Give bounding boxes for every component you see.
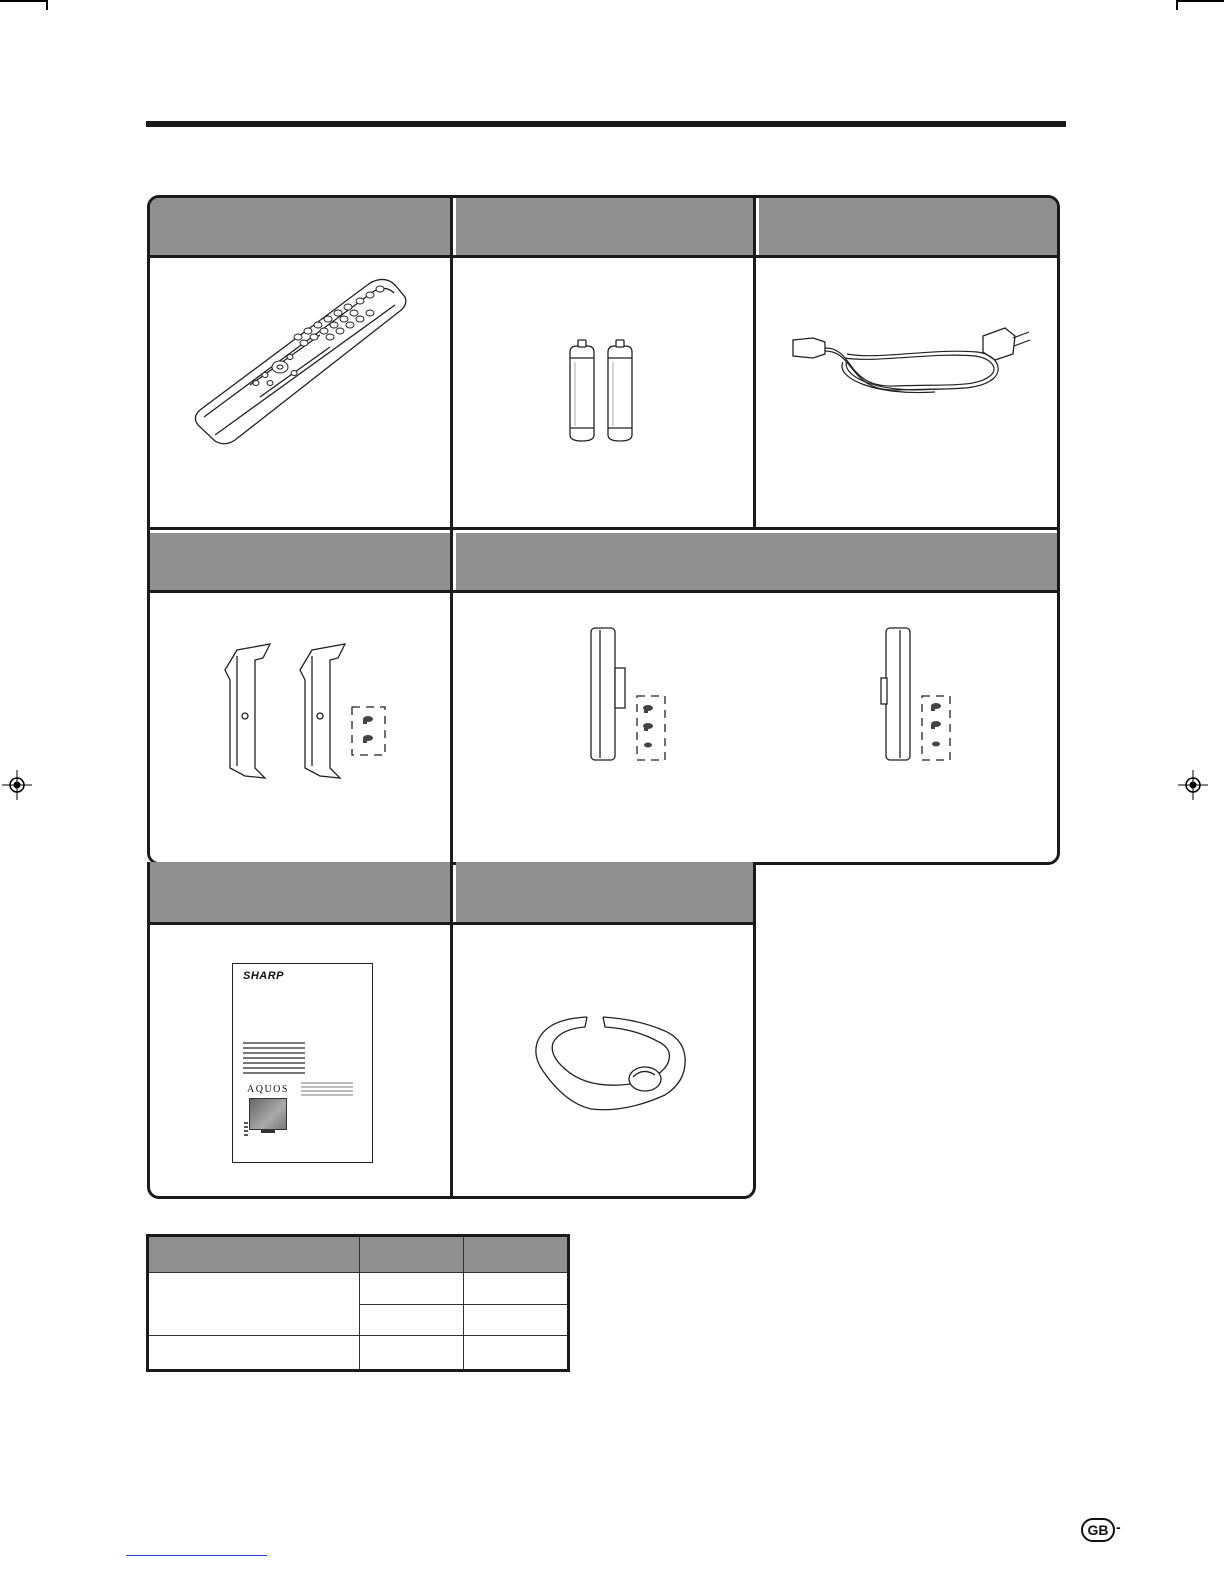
model-table-cell	[464, 1336, 569, 1371]
cell-header-speakers	[456, 533, 1060, 593]
model-table-cell	[359, 1272, 464, 1304]
model-table-cell	[464, 1304, 569, 1336]
page-number: -	[1116, 1519, 1121, 1535]
cell-header-manual	[150, 862, 453, 922]
manual-brand: SHARP	[243, 970, 285, 982]
crop-mark-top-right	[1178, 0, 1224, 2]
grid-line	[147, 590, 1060, 593]
crop-mark-top-left-vertical	[46, 0, 48, 10]
region-badge: GB	[1081, 1518, 1115, 1542]
model-table-header	[148, 1236, 360, 1273]
crop-mark-top-right-vertical	[1176, 0, 1178, 10]
model-table-header	[464, 1236, 569, 1273]
manual-tv-image	[249, 1098, 287, 1130]
cell-header-stand-brackets	[150, 533, 453, 593]
model-table-cell	[464, 1272, 569, 1304]
manual-tv-stand	[261, 1130, 275, 1133]
model-table-cell	[359, 1304, 464, 1336]
model-table	[146, 1234, 570, 1372]
grid-line	[450, 862, 453, 1199]
cell-header-power-cord	[759, 198, 1060, 258]
cable-clamp-icon	[525, 995, 695, 1115]
grid-line	[753, 195, 756, 530]
remote-control-icon	[190, 275, 410, 450]
grid-line	[450, 195, 453, 865]
speaker-unit-icon	[585, 626, 670, 764]
grid-line	[147, 527, 1060, 530]
manual-stripes	[301, 1082, 353, 1098]
crop-mark-top-left	[0, 0, 46, 2]
registration-mark-right-icon	[1178, 770, 1208, 800]
manual-stripes	[243, 1042, 305, 1076]
stand-bracket-icon	[215, 640, 395, 782]
model-table-cell	[148, 1272, 360, 1335]
cell-header-remote	[150, 198, 453, 258]
aa-batteries-icon	[565, 338, 640, 443]
manual-booklet-icon	[232, 963, 373, 1163]
manual-side-marks	[244, 1122, 248, 1138]
model-table-cell	[148, 1336, 360, 1371]
cell-header-batteries	[456, 198, 756, 258]
link-underline[interactable]	[126, 1555, 267, 1556]
speaker-unit-icon	[880, 626, 955, 764]
power-cord-icon	[785, 318, 1035, 398]
cell-header-cable-clamp	[456, 862, 756, 922]
registration-mark-left-icon	[2, 770, 32, 800]
manual-product: AQUOS	[247, 1084, 289, 1095]
grid-line	[147, 255, 1060, 258]
model-table-cell	[359, 1336, 464, 1371]
section-rule	[146, 121, 1066, 127]
model-table-header	[359, 1236, 464, 1273]
